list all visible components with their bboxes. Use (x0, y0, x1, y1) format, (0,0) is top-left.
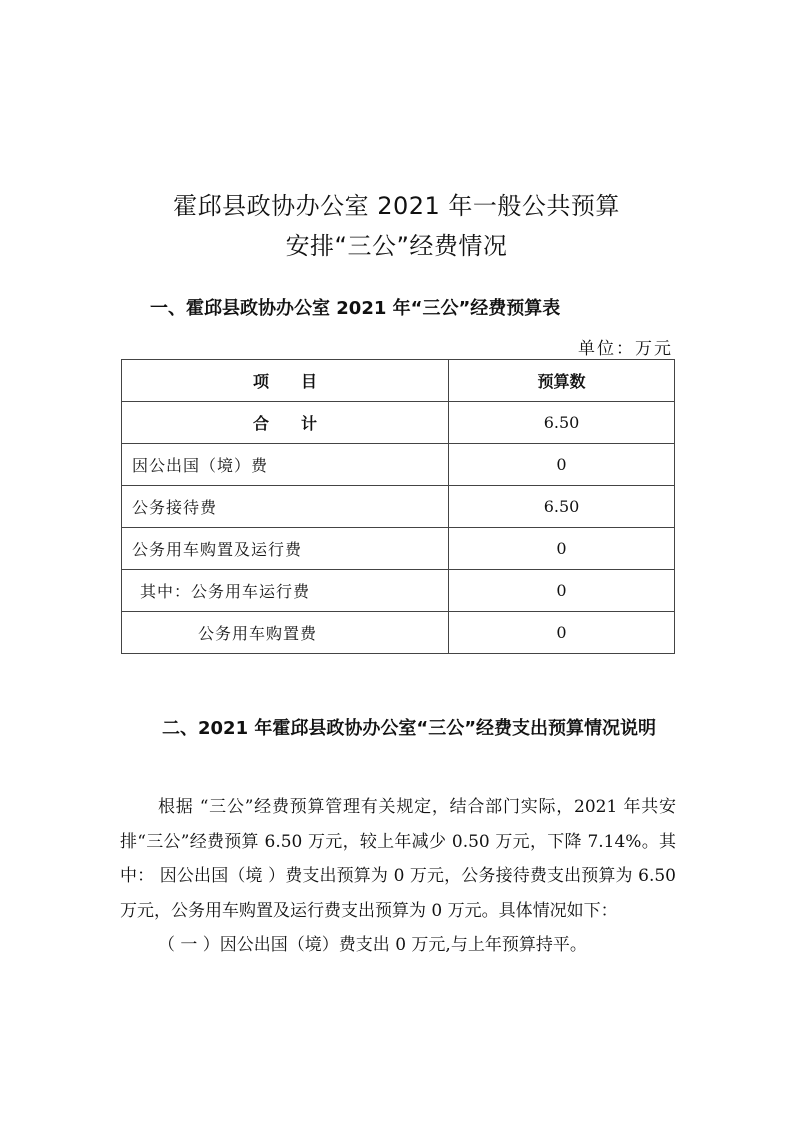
section1-heading: 一、霍邱县政协办公室 2021 年“三公”经费预算表 (150, 298, 561, 319)
table-header-row (122, 360, 675, 402)
row-amount: 6.50 (449, 486, 675, 528)
table-row (122, 486, 675, 528)
row-amount: 0 (449, 528, 675, 570)
row-amount: 0 (449, 444, 675, 486)
header-amount: 预算数 (449, 360, 675, 402)
row-amount: 0 (449, 570, 675, 612)
paragraph: （ 一 ）因公出国（境）费支出 0 万元,与上年预算持平。 (158, 935, 587, 955)
table-row (122, 570, 675, 612)
table-row (122, 528, 675, 570)
header-item: 项 目 (122, 360, 449, 402)
row-amount: 6.50 (449, 402, 675, 444)
row-item: 公务用车购置及运行费 (122, 528, 449, 570)
unit-label: 单位：万元 (578, 339, 673, 359)
row-item: 合 计 (122, 402, 449, 444)
row-amount: 0 (449, 612, 675, 654)
row-item: 其中：公务用车运行费 (122, 570, 449, 612)
table-row (122, 612, 675, 654)
table-row (122, 444, 675, 486)
table-row-total (122, 402, 675, 444)
document-title-line1: 霍邱县政协办公室 2021 年一般公共预算 (173, 192, 620, 220)
row-item: 因公出国（境）费 (122, 444, 449, 486)
paragraph: 根据 “三公”经费预算管理有关规定，结合部门实际，2021 年共安排“三公”经费预算 6.50 万元，较上年减少 0.50 万元，下降 7.14%。其中： 因公出国（境 ）费支出预算为 0 万元，公务接待费支出预算为 6.50 万元，公务用车购置及运行费支出预算为 0 万元。具体情况如下： (120, 797, 676, 921)
document-title-line2: 安排“三公”经费情况 (285, 232, 508, 260)
row-item: 公务接待费 (122, 486, 449, 528)
section2-heading: 二、2021 年霍邱县政协办公室“三公”经费支出预算情况说明 (162, 718, 657, 739)
body-text (120, 790, 676, 963)
budget-table (121, 359, 675, 654)
row-item: 公务用车购置费 (122, 612, 449, 654)
